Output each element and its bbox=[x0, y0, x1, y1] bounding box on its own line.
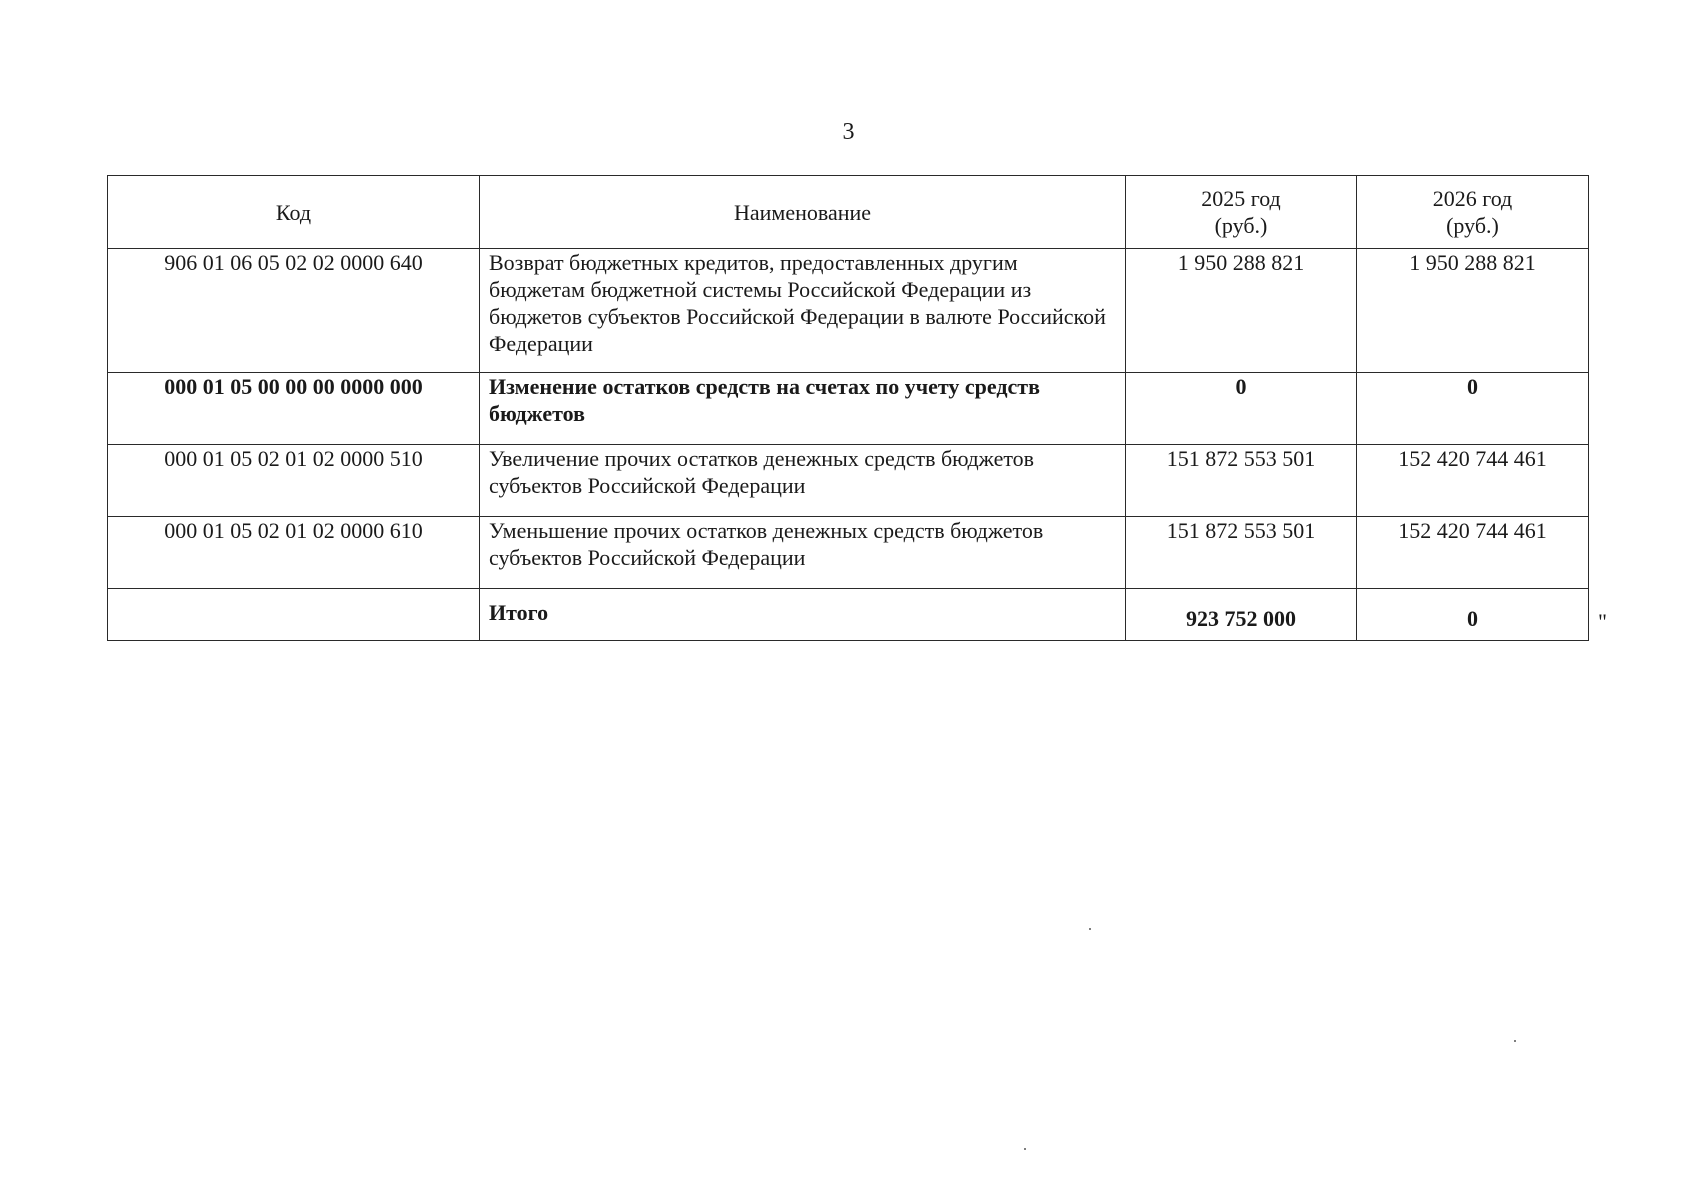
table-row bbox=[108, 249, 1589, 373]
row-code: 000 01 05 00 00 00 0000 000 bbox=[108, 373, 480, 445]
row-code: 906 01 06 05 02 02 0000 640 bbox=[108, 249, 480, 373]
page-number: 3 bbox=[842, 119, 855, 145]
closing-quote-mark: " bbox=[1598, 609, 1607, 634]
table-row bbox=[108, 373, 1589, 445]
table-row bbox=[108, 517, 1589, 589]
row-name: Уменьшение прочих остатков денежных средств бюджетов субъектов Российской Федерации bbox=[480, 517, 1126, 589]
row-value-2026: 152 420 744 461 bbox=[1357, 517, 1589, 589]
row-value-2025: 1 950 288 821 bbox=[1126, 249, 1357, 373]
row-value-2026: 152 420 744 461 bbox=[1357, 445, 1589, 517]
header-year-2026-unit: (руб.) bbox=[1446, 213, 1499, 238]
total-value-2025: 923 752 000 bbox=[1126, 589, 1357, 641]
row-code: 000 01 05 02 01 02 0000 610 bbox=[108, 517, 480, 589]
header-year-2025 bbox=[1126, 176, 1357, 249]
scan-speck bbox=[1024, 1148, 1026, 1150]
header-year-2026-label: 2026 год bbox=[1432, 186, 1513, 211]
row-name: Изменение остатков средств на счетах по учету средств бюджетов bbox=[480, 373, 1126, 445]
header-code: Код bbox=[108, 176, 480, 249]
row-value-2025: 0 bbox=[1126, 373, 1357, 445]
header-year-2026 bbox=[1357, 176, 1589, 249]
header-year-2025-unit: (руб.) bbox=[1214, 213, 1268, 238]
row-code: 000 01 05 02 01 02 0000 510 bbox=[108, 445, 480, 517]
total-value-2026: 0 bbox=[1357, 589, 1589, 641]
header-name: Наименование bbox=[480, 176, 1126, 249]
total-label: Итого bbox=[480, 589, 1126, 641]
budget-sources-table bbox=[107, 175, 1589, 641]
total-code bbox=[108, 589, 480, 641]
total-row bbox=[108, 589, 1589, 641]
scan-speck bbox=[1514, 1040, 1516, 1042]
row-name: Возврат бюджетных кредитов, предоставленных другим бюджетам бюджетной системы Российской Федерации из бюджетов субъектов Российской Федерации в валюте Российской Федерации bbox=[480, 249, 1126, 373]
row-value-2026: 1 950 288 821 bbox=[1357, 249, 1589, 373]
table-header-row bbox=[108, 176, 1589, 249]
row-value-2026: 0 bbox=[1357, 373, 1589, 445]
row-value-2025: 151 872 553 501 bbox=[1126, 517, 1357, 589]
table-row bbox=[108, 445, 1589, 517]
row-name: Увеличение прочих остатков денежных средств бюджетов субъектов Российской Федерации bbox=[480, 445, 1126, 517]
row-value-2025: 151 872 553 501 bbox=[1126, 445, 1357, 517]
scan-speck bbox=[1089, 928, 1091, 930]
header-year-2025-label: 2025 год bbox=[1201, 186, 1281, 211]
